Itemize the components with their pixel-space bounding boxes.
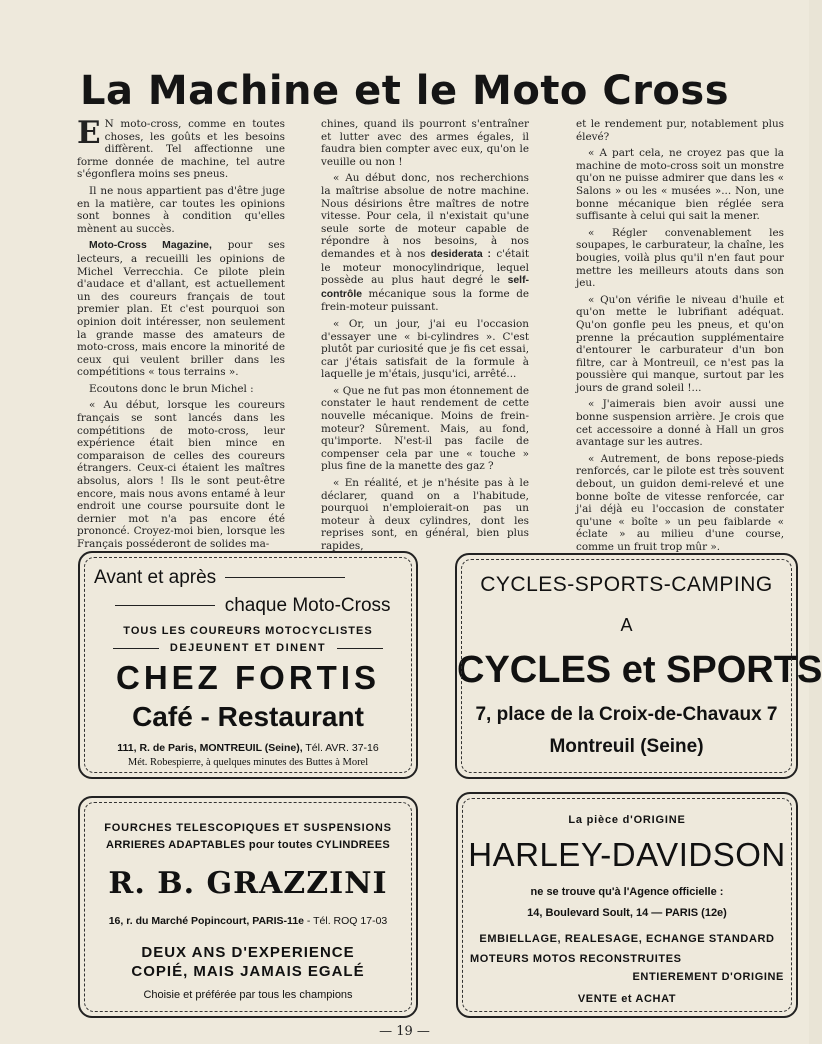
ad-text: - Tél. ROQ 17-03 [304,915,388,927]
ad-line: A [620,615,633,635]
article-column-3 [576,118,784,553]
paragraph: et le rendement pur, notablement plus élevé? [576,118,784,143]
ad-line [80,642,416,654]
paragraph: chines, quand ils pourront s'entraîner et lutter avec des armes égales, il faudra bien compter avec eux, qu'on le veuille ou non ! [321,118,529,168]
emphasis: desiderata : [430,248,492,260]
ad-address: 7, place de la Croix-de-Chavaux 7 [475,704,778,725]
ad-text: Avant et après [94,567,217,588]
ad-line: Choisie et préférée par tous les champions [143,989,353,1001]
ad-line: EMBIELLAGE, REALESAGE, ECHANGE STANDARD [479,933,775,945]
ad-line [90,595,416,617]
ad-name: R. B. GRAZZINI [108,866,388,901]
ad-line [94,567,416,589]
ad-text: Tél. AVR. 37-16 [302,742,379,754]
ad-address [80,742,416,754]
ad-name: HARLEY-DAVIDSON [468,836,786,873]
paragraph: « Qu'on vérifie le niveau d'huile et qu'on mette le lubrifiant adéquat. Qu'on gonfle peu les pneus, et qu'on prenne la précaution supplémentaire d'entourer le carburateur d'un bon filtre, car à Montreuil, ce n'est pas la poussière qui manque, surtout par les jours de grand soleil !... [576,293,784,394]
ad-city: Montreuil (Seine) [549,736,704,757]
drop-cap: E [77,115,101,151]
ad-line: ENTIEREMENT D'ORIGINE [632,971,784,983]
ad-line: DEUX ANS D'EXPERIENCE [141,944,355,961]
article-column-1 [77,115,285,550]
ad-line: MOTEURS MOTOS RECONSTRUITES [470,953,682,965]
paragraph: « Que ne fut pas mon étonnement de constater le haut rendement de cette nouvelle mécanique. Moins de frein-moteur? Sûrement. Mais, au fond, qu'importe. N'est-il pas facile de compenser cela par une « touche » plus fine de la manette des gaz ? [321,384,529,473]
ad-text: 111, R. de Paris, MONTREUIL (Seine), [117,742,303,754]
ad-line: VENTE et ACHAT [577,993,677,1005]
ad-address: Mét. Robespierre, à quelques minutes des Buttes à Morel [127,757,369,768]
divider [337,648,383,649]
paragraph: Ecoutons donc le brun Michel : [89,382,254,395]
paragraph: Il ne nous appartient pas d'être juge en la matière, car toutes les opinions sont bonnes à condition qu'elles mènent au succès. [77,184,285,235]
paragraph [77,115,285,181]
paragraph: « Autrement, de bons repose-pieds renforcés, car le pilote est très souvent debout, un guidon demi-relevé et une bonne boîte de vitesse renforcée, car j'ai déjà eu l'occasion de constater qu'une « boîte » un peu faiblarde « éclate » au milieu d'une course, comme un fruit trop mûr ». [576,452,784,553]
ad-line: La pièce d'ORIGINE [568,814,686,826]
ad-subtitle: Café - Restaurant [132,701,364,732]
emphasis: self-contrôle [321,275,529,300]
ad-address [80,915,416,927]
divider [113,648,159,649]
ad-cycles-sports [455,553,822,779]
ad-line: FOURCHES TELESCOPIQUES ET SUSPENSIONS [104,822,392,834]
divider [115,605,215,606]
paragraph: « En réalité, et je n'hésite pas à le déclarer, quand on a l'habitude, pourquoi n'emploierait-on pas un moteur à deux cylindres, dont les reprises sont, en général, bien plus rapides, [321,477,529,552]
ad-grazzini [78,796,418,1018]
ad-name: CYCLES et SPORTS [457,649,822,691]
paragraph: « Or, un jour, j'ai eu l'occasion d'essayer une « bi-cylindres ». C'est plutôt par curiosité que je fis cet essai, car j'étais satisfait de la formule à laquelle je m'étais, jusqu'ici, arrêté... [321,317,529,381]
paragraph-text: « Au début donc, nos recherchions la maîtrise absolue de notre machine. Nous désirions être maîtres de notre vitesse. Pour cela, il n'existait qu'une seule sorte de moteur capable de répondre à nos besoins, à nos demandes et à nos [321,172,529,260]
article-title: La Machine et le Moto Cross [79,68,730,114]
divider [225,577,345,578]
ad-line: ARRIERES ADAPTABLES pour toutes CYLINDREES [106,839,390,851]
ad-chez-fortis [78,551,418,779]
ad-line: ne se trouve qu'à l'Agence officielle : [530,886,724,898]
paragraph-text: pour ses lecteurs, a recueilli les opinions de Michel Verrecchia. Ce pilote plein d'audace et d'allant, est actuellement un des coureurs français de tout premier plan. Et c'est pourquoi son opinion doit intéresser, non seulement la grande masse des amateurs de moto-cross, mais encore la minorité de ceux qui veulent briller dans les compétitions « tous terrains ». [77,239,285,379]
ad-text: 16, r. du Marché Popincourt, PARIS-11e [108,915,304,927]
ad-text: DEJEUNENT ET DINENT [169,642,327,654]
article-column-2 [321,118,530,552]
paragraph-text: mécanique sous la forme de frein-moteur puissant. [321,287,529,314]
ad-line: COPIÉ, MAIS JAMAIS EGALÉ [131,963,365,980]
paragraph: « Au début, lorsque les coureurs français se sont lancés dans les compétitions de moto-cross, leur expérience était bien mince en comparaison de celles des coureurs étrangers. Ceux-ci étaient les maîtres absolus, alors ! Ils le sont peut-être encore, mais nous avons entamé à leur endroit une course poursuite dont le dernier mot n'a pas encore été prononcé. Croyez-moi bien, lorsque les Français posséderont de solides ma- [77,399,285,550]
ad-address: 14, Boulevard Soult, 14 — PARIS (12e) [527,907,727,919]
ad-text: chaque Moto-Cross [224,595,391,616]
paragraph: « Régler convenablement les soupapes, le carburateur, la chaîne, les bougies, voilà plus qu'il n'en faut pour mettre les meilleurs atouts dans son jeu. [576,226,784,290]
paragraph [77,239,285,379]
ad-harley-davidson [456,792,798,1018]
paragraph: « A part cela, ne croyez pas que la machine de moto-cross soit un monstre qu'on ne puisse admirer que dans les « Salons » ou les « musées »... Non, une bonne mécanique bien réglée sera suffisante à celui qui sait la mener. [576,147,784,223]
paragraph-text: N moto-cross, comme en toutes choses, les goûts et les besoins diffèrent. Tel affectionne une forme donnée de machine, tel autre s'égonflera moins ses pneus. [77,118,285,181]
paragraph [321,172,529,314]
ad-name: CHEZ FORTIS [116,659,380,696]
ad-line: TOUS LES COUREURS MOTOCYCLISTES [123,625,373,637]
ad-line: CYCLES-SPORTS-CAMPING [480,573,773,596]
paragraph-text: c'était le moteur monocylindrique, lequel possède au plus haut degré le [321,247,530,287]
page-number: — 19 — [379,1024,430,1039]
paragraph: « J'aimerais bien avoir aussi une bonne suspension arrière. Je crois que cet accessoire a donné à Hall un gros avantage sur les autres. [576,398,784,449]
magazine-name: Moto-Cross Magazine, [89,240,212,252]
